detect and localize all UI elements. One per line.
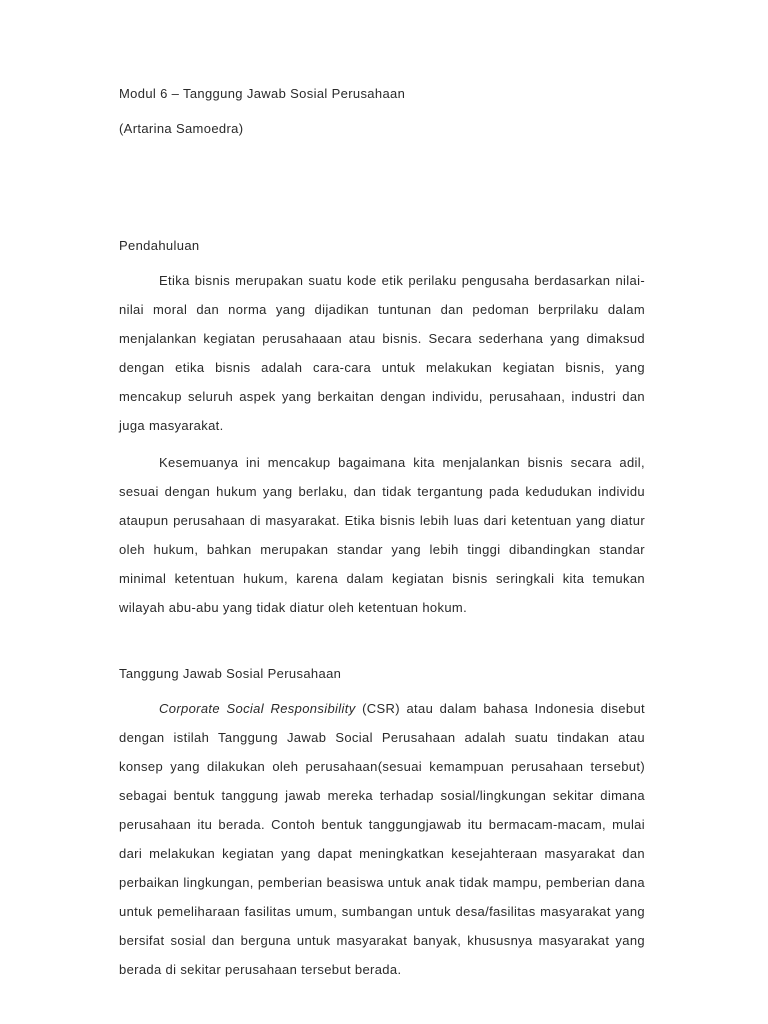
document-page — [119, 84, 645, 992]
section-pendahuluan — [119, 236, 645, 622]
document-author: (Artarina Samoedra) — [119, 121, 244, 136]
paragraph: Kesemuanya ini mencakup bagaimana kita menjalankan bisnis secara adil, sesuai dengan hukum yang berlaku, dan tidak tergantung pada kedudukan individu ataupun perusahaan di masyarakat. Etika bisnis lebih luas dari ketentuan yang diatur oleh hukum, bahkan merupakan standar yang lebih tinggi dibandingkan standar minimal ketentuan hukum, karena dalam kegiatan bisnis seringkali kita temukan wilayah abu-abu yang tidak diatur oleh ketentuan hokum. — [119, 455, 645, 615]
paragraph — [119, 694, 645, 984]
italic-term: Corporate Social Responsibility — [159, 701, 356, 716]
section-heading: Pendahuluan — [119, 238, 200, 253]
document-title: Modul 6 – Tanggung Jawab Sosial Perusahaan — [119, 86, 406, 101]
paragraph-text: (CSR) atau dalam bahasa Indonesia disebut dengan istilah Tanggung Jawab Social Perusahaan adalah suatu tindakan atau konsep yang dilakukan oleh perusahaan(sesuai kemampuan perusahaan tersebut) sebagai bentuk tanggung jawab mereka terhadap sosial/lingkungan sekitar dimana perusahaan itu berada. Contoh bentuk tanggungjawab itu bermacam-macam, mulai dari melakukan kegiatan yang dapat meningkatkan kesejahteraan masyarakat dan perbaikan lingkungan, pemberian beasiswa untuk anak tidak mampu, pemberian dana untuk pemeliharaan fasilitas umum, sumbangan untuk desa/fasilitas masyarakat yang bersifat sosial dan berguna untuk masyarakat banyak, khususnya masyarakat yang berada di sekitar perusahaan tersebut berada. — [119, 701, 645, 977]
section-heading: Tanggung Jawab Sosial Perusahaan — [119, 666, 342, 681]
section-tanggung-jawab — [119, 664, 645, 984]
paragraph: Etika bisnis merupakan suatu kode etik perilaku pengusaha berdasarkan nilai-nilai moral dan norma yang dijadikan tuntunan dan pedoman berprilaku dalam menjalankan kegiatan perusahaaan atau bisnis. Secara sederhana yang dimaksud dengan etika bisnis adalah cara-cara untuk melakukan kegiatan bisnis, yang mencakup seluruh aspek yang berkaitan dengan individu, perusahaan, industri dan juga masyarakat. — [119, 273, 645, 433]
